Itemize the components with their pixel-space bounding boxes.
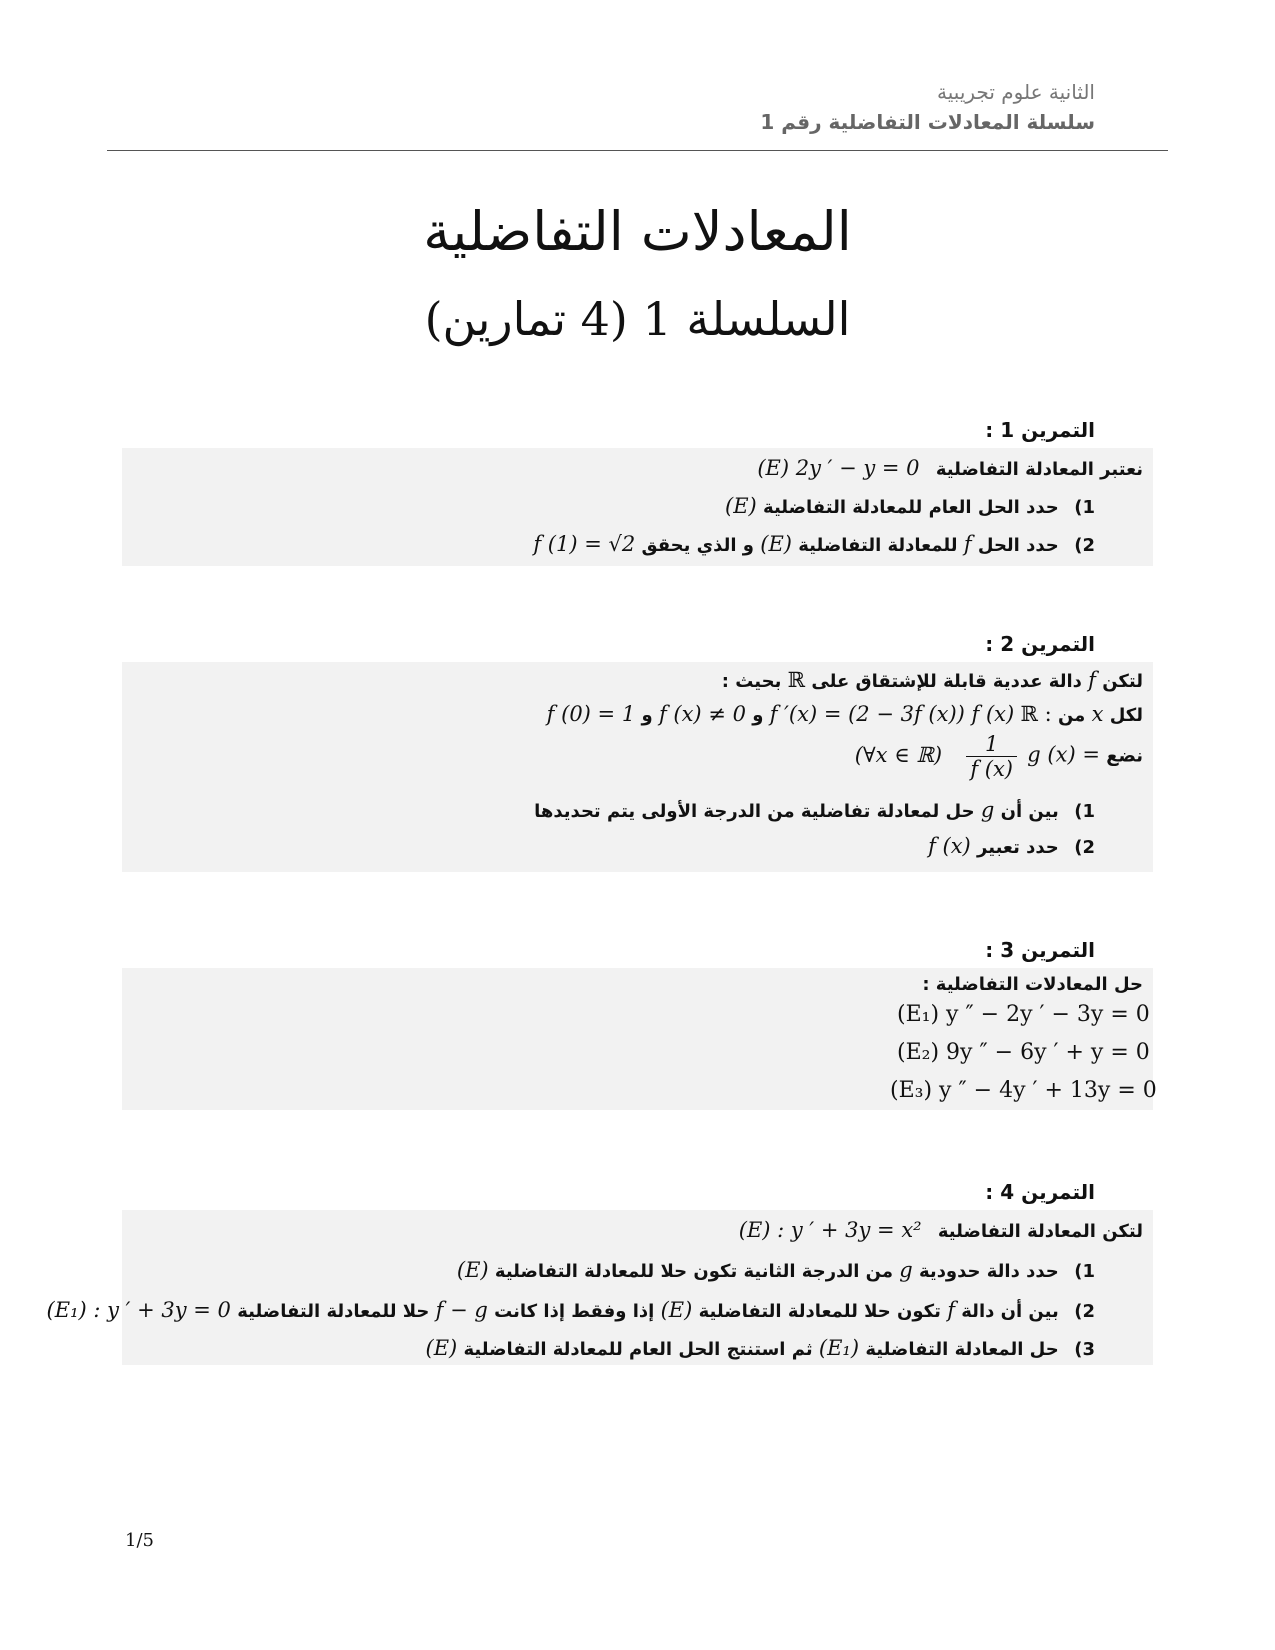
q-number: 1) — [1074, 497, 1095, 518]
exercise-4-title: التمرين 4 : — [985, 1180, 1095, 1204]
exercise-2-line-3 — [855, 732, 1143, 781]
ex1-q2-eq: (E) — [760, 532, 792, 556]
ex2-text: لتكن — [1102, 671, 1143, 692]
ex4-intro-equation: (E) : y ′ + 3y = x² — [738, 1218, 922, 1242]
ex4-q2-var: f — [947, 1298, 955, 1322]
ex2-text: بحيث : — [721, 671, 782, 692]
ex4-intro-text: لتكن المعادلة التفاضلية — [937, 1221, 1143, 1242]
ex2-var: x — [1091, 702, 1104, 726]
exercise-2-line-1 — [722, 668, 1143, 692]
page-title: المعادلات التفاضلية — [423, 200, 852, 263]
page-subtitle: السلسلة 1 (4 تمارين) — [424, 292, 851, 346]
ex4-q3-text: ثم استنتج الحل العام للمعادلة التفاضلية — [463, 1339, 813, 1360]
exercise-4-q3 — [426, 1336, 1096, 1360]
ex2-text: من — [1057, 705, 1086, 726]
ex1-q2-text: للمعادلة التفاضلية — [798, 535, 958, 556]
header-divider — [107, 150, 1168, 151]
exercise-1-intro — [757, 456, 1143, 480]
ex2-q1-text: حل لمعادلة تفاضلية من الدرجة الأولى يتم تحديدها — [534, 801, 975, 822]
ex4-q2-text: بين أن دالة — [961, 1301, 1059, 1322]
ex2-quantifier: (∀x ∈ ℝ) — [854, 742, 943, 767]
ex2-q2-expr: f (x) — [928, 834, 971, 858]
ex4-q1-var: g — [899, 1258, 913, 1282]
fraction-numerator: 1 — [966, 732, 1017, 757]
ex4-q2-eq2: (E₁) : y ′ + 3y = 0 — [46, 1298, 231, 1322]
ex4-q1-text: حدد دالة حدودية — [919, 1261, 1059, 1282]
ex1-q1-eq: (E) — [725, 494, 757, 518]
ex4-q2-text: تكون حلا للمعادلة التفاضلية — [698, 1301, 941, 1322]
page-header — [760, 80, 1095, 134]
q-number: 2) — [1074, 837, 1095, 858]
ex2-reals: ℝ : — [1020, 702, 1052, 726]
exercise-2-line-2 — [547, 702, 1143, 726]
ex1-q1-text: حدد الحل العام للمعادلة التفاضلية — [763, 497, 1059, 518]
exercise-1-q1 — [725, 494, 1095, 518]
ex1-q2-text: حدد الحل — [977, 535, 1059, 556]
ex1-q2-condition: f (1) = √2 — [533, 532, 636, 556]
exercise-1-title: التمرين 1 : — [985, 418, 1095, 442]
q-number: 2) — [1074, 535, 1095, 556]
ex2-q2-text: حدد تعبير — [977, 837, 1059, 858]
q-number: 3) — [1074, 1339, 1095, 1360]
exercise-4-box — [46, 1210, 1153, 1365]
exercise-3-title: التمرين 3 : — [985, 938, 1095, 962]
ex2-equation: f (0) = 1 — [546, 702, 636, 726]
ex1-intro-text: نعتبر المعادلة التفاضلية — [935, 459, 1143, 480]
ex1-q2-var: f — [963, 532, 972, 556]
page-number: 1/5 — [125, 1530, 154, 1551]
ex2-fraction — [966, 732, 1017, 781]
ex4-q2-eq: (E) — [660, 1298, 693, 1322]
exercise-2-q2 — [928, 834, 1095, 858]
q-number: 1) — [1074, 801, 1095, 822]
header-series: سلسلة المعادلات التفاضلية رقم 1 — [760, 110, 1095, 134]
ex2-equation: f (x) ≠ 0 — [658, 702, 746, 726]
exercise-3-eq-3: (E₃) y ″ − 4y ′ + 13y = 0 — [890, 1078, 1157, 1103]
ex1-intro-equation: (E) 2y ′ − y = 0 — [757, 456, 920, 480]
exercise-1-q2 — [533, 532, 1095, 556]
exercise-4-q1 — [457, 1258, 1095, 1282]
ex4-q2-text: حلا للمعادلة التفاضلية — [237, 1301, 430, 1322]
ex4-q1-text: من الدرجة الثانية تكون حلا للمعادلة التفاضلية — [494, 1261, 893, 1282]
exercise-3-intro: حل المعادلات التفاضلية : — [922, 974, 1143, 995]
exercise-4-q2 — [47, 1298, 1095, 1322]
exercise-2-title: التمرين 2 : — [985, 632, 1095, 656]
ex2-q1-text: بين أن — [1000, 801, 1059, 822]
ex2-q1-var: g — [980, 798, 995, 822]
ex4-q2-text: إذا وفقط إذا كانت — [494, 1301, 655, 1322]
ex2-text: دالة عددية قابلة للإشتقاق على — [811, 671, 1082, 692]
exercise-3-box — [122, 968, 1157, 1110]
ex4-q3-eq: (E₁) — [818, 1336, 860, 1360]
ex2-g-def: g (x) = — [1027, 742, 1100, 767]
ex2-text: لكل — [1109, 705, 1143, 726]
ex4-q3-eq: (E) — [425, 1336, 458, 1360]
exercise-1-box — [122, 448, 1153, 566]
ex2-var: f — [1088, 668, 1096, 692]
ex1-q2-text: و الذي يحقق — [641, 535, 754, 556]
ex4-q3-text: حل المعادلة التفاضلية — [865, 1339, 1059, 1360]
exercise-3-eq-1: (E₁) y ″ − 2y ′ − 3y = 0 — [897, 1002, 1150, 1027]
ex2-reals: ℝ — [787, 668, 806, 692]
ex4-q1-eq: (E) — [456, 1258, 489, 1282]
ex2-and: و — [752, 705, 764, 726]
ex2-equation: f ′(x) = (2 − 3f (x)) f (x) — [769, 702, 1015, 726]
ex2-text: نضع — [1106, 745, 1143, 767]
ex2-and: و — [641, 705, 653, 726]
fraction-denominator: f (x) — [970, 757, 1014, 781]
exercise-2-q1 — [534, 798, 1095, 822]
q-number: 2) — [1074, 1301, 1095, 1322]
q-number: 1) — [1074, 1261, 1095, 1282]
ex4-q2-diff: f − g — [435, 1298, 488, 1322]
exercise-4-intro — [739, 1218, 1143, 1242]
exercise-3-eq-2: (E₂) 9y ″ − 6y ′ + y = 0 — [897, 1040, 1150, 1065]
exercise-2-box — [122, 662, 1153, 872]
header-level: الثانية علوم تجريبية — [937, 80, 1095, 104]
